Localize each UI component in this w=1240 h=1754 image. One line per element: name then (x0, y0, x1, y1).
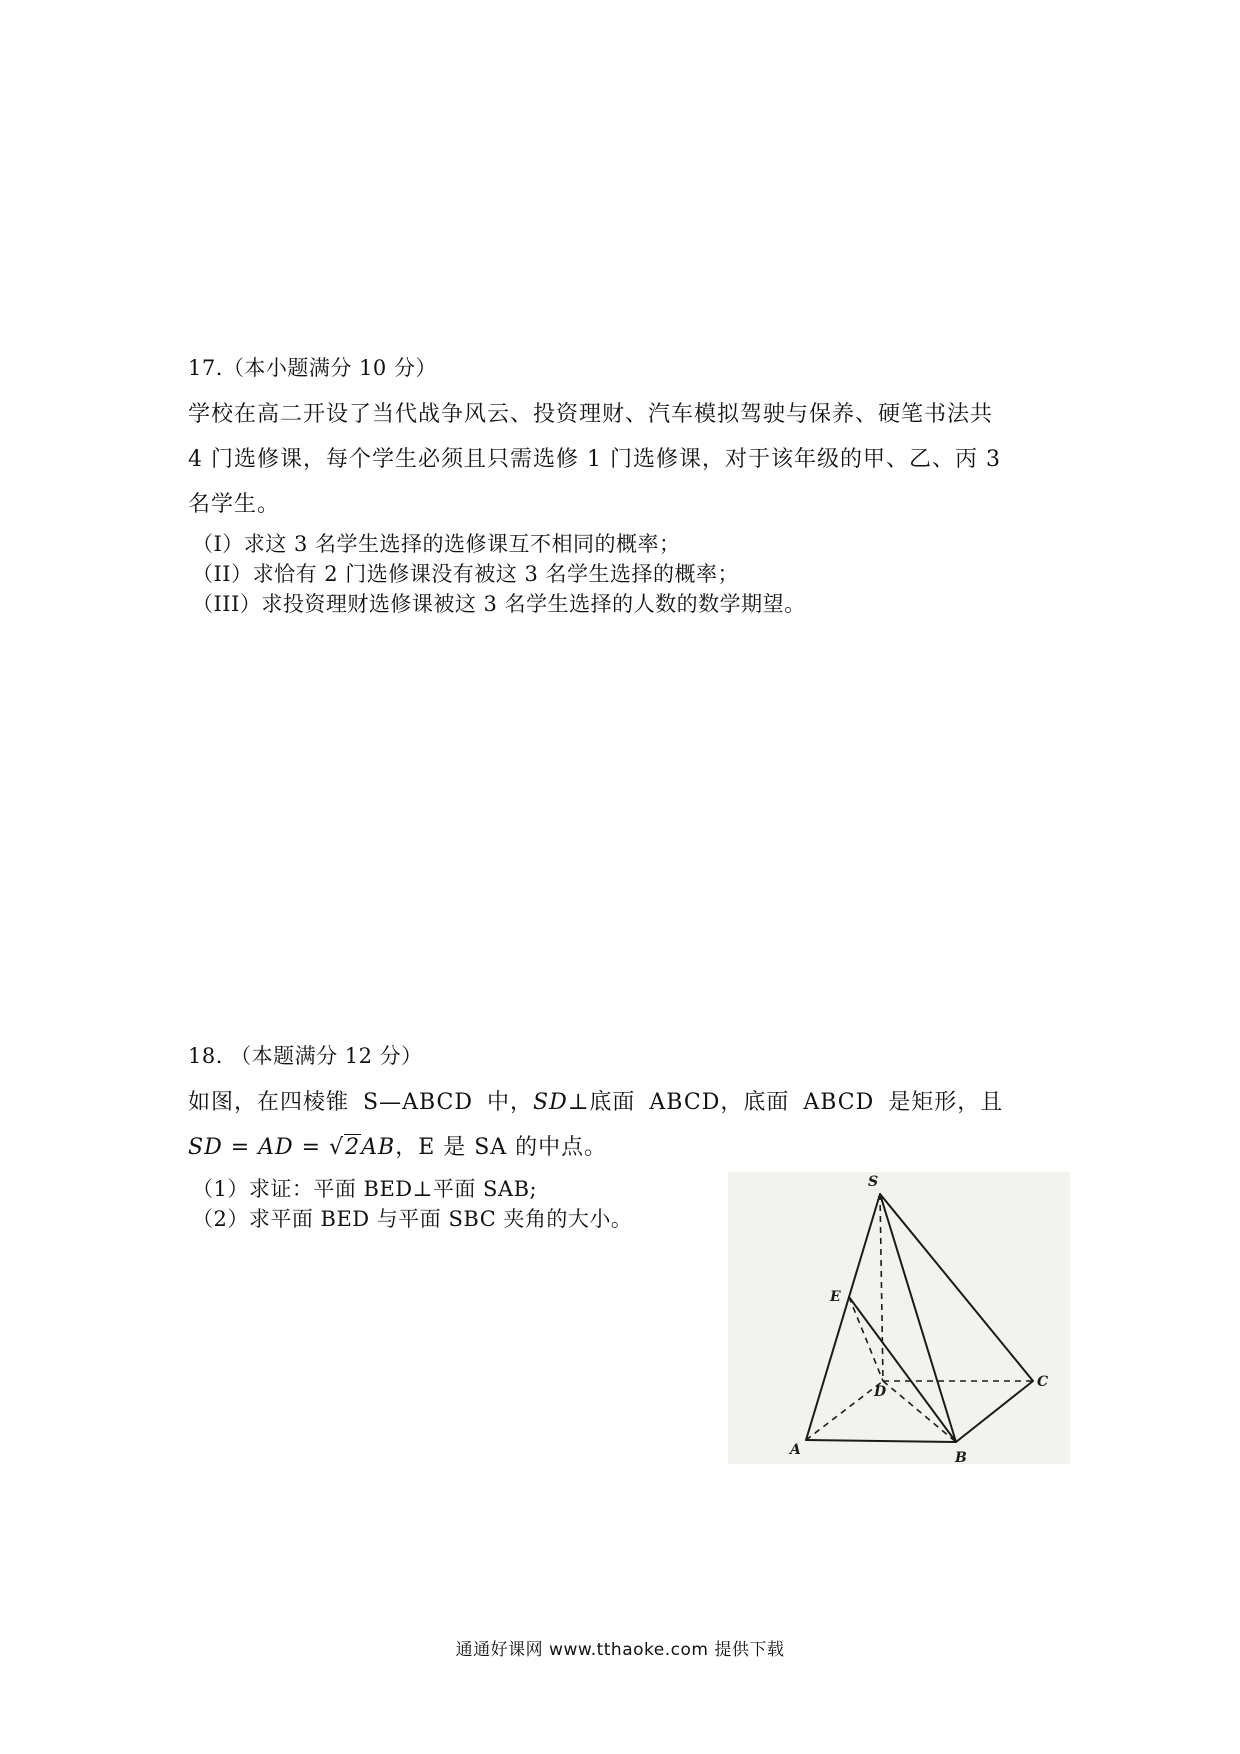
q18-eq-ab: AB (361, 1135, 396, 1160)
q18-stem-line-1 (188, 1080, 1068, 1125)
q17-title: 17.（本小题满分 10 分） (188, 356, 437, 380)
question-17 (188, 352, 1068, 619)
edge-e-b (849, 1297, 956, 1442)
edge-s-c (880, 1194, 1033, 1381)
edge-s-a (806, 1194, 880, 1440)
q18-eq-sqrt-sign: √ (329, 1135, 345, 1160)
q18-eq-sqrt2 (329, 1125, 361, 1170)
q18-eq-equals-2: = (293, 1135, 330, 1160)
edge-a-d-hidden (806, 1381, 883, 1440)
q18-line1-text-b: 底面 ABCD，底面 ABCD 是矩形，且 (589, 1090, 1004, 1115)
q17-sub-1: （I）求这 3 名学生选择的选修课互不相同的概率； (192, 532, 681, 556)
vertex-label-d: D (874, 1384, 887, 1400)
q17-sub-3: （III）求投资理财选修课被这 3 名学生选择的人数的数学期望。 (192, 592, 806, 616)
vertex-label-b: B (955, 1450, 967, 1464)
q17-stem-line-1: 学校在高二开设了当代战争风云、投资理财、汽车模拟驾驶与保养、硬笔书法共 (188, 402, 994, 427)
q18-stem (188, 1080, 1068, 1170)
q18-line1-perp: ⊥ (567, 1090, 590, 1115)
edge-a-b (806, 1440, 956, 1442)
q18-sub-2: （2）求平面 BED 与平面 SBC 夹角的大小。 (192, 1207, 633, 1231)
edge-s-b (880, 1194, 956, 1442)
q17-stem-line-2: 4 门选修课，每个学生必须且只需选修 1 门选修课，对于该年级的甲、乙、丙 3 (188, 447, 1001, 472)
q18-eq-ad: AD (258, 1135, 294, 1160)
q18-title: 18. （本题满分 12 分） (188, 1044, 423, 1068)
vertex-label-s: S (868, 1174, 879, 1190)
q18-eq-sd: SD (188, 1135, 223, 1160)
vertex-label-e: E (830, 1289, 841, 1305)
q18-stem-line-2 (188, 1125, 1068, 1170)
q17-stem (188, 392, 1068, 527)
pyramid-figure (728, 1172, 1070, 1464)
edge-e-d-hidden (849, 1297, 883, 1381)
edge-b-c (956, 1381, 1033, 1442)
q17-stem-line-3: 名学生。 (188, 492, 281, 517)
q17-sub-2: （II）求恰有 2 门选修课没有被这 3 名学生选择的概率； (192, 562, 740, 586)
q18-sub-1: （1）求证：平面 BED⊥平面 SAB; (192, 1177, 538, 1201)
pyramid-diagram (728, 1172, 1070, 1464)
edge-s-d-hidden (880, 1194, 883, 1381)
q18-line2-rest: ，E 是 SA 的中点。 (395, 1135, 608, 1160)
q17-subquestions (188, 529, 1068, 619)
q18-eq-radicand: 2 (345, 1135, 361, 1160)
q18-line1-text-a: 如图，在四棱锥 S—ABCD 中， (188, 1090, 533, 1115)
vertex-label-a: A (790, 1442, 801, 1458)
vertex-label-c: C (1037, 1374, 1049, 1390)
q18-eq-equals-1: = (222, 1135, 259, 1160)
edge-d-b-hidden (883, 1381, 956, 1442)
page-footer: 通通好课网 www.tthaoke.com 提供下载 (455, 1640, 785, 1660)
q18-line1-math-sd: SD (533, 1090, 568, 1115)
